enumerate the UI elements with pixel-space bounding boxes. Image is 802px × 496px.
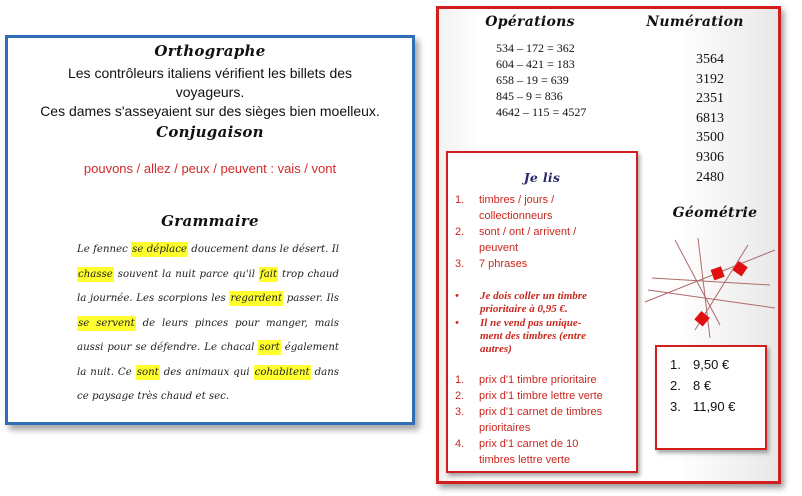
je-lis-title: Je lis	[523, 170, 561, 185]
item-number: 4.	[455, 438, 465, 450]
right-angle-marker	[732, 261, 747, 276]
je-lis-item	[455, 437, 635, 468]
figure-line	[675, 240, 720, 325]
je-lis-item	[455, 373, 635, 389]
answer-value: 11,90 €	[693, 399, 736, 414]
ortho-line-2: voyageurs.	[175, 84, 245, 100]
verb-highlight: se déplace	[132, 244, 187, 255]
passage-text: souvent la nuit parce qu'il	[117, 268, 256, 280]
operation-line: 604 – 421 = 183	[496, 57, 575, 71]
passage-text: passer. Ils	[286, 293, 340, 304]
passage-text: trop chaud la journée. Les scorpions les	[77, 268, 339, 304]
answer-value: 9,50 €	[693, 357, 730, 372]
verb-highlight: se servent	[78, 317, 135, 329]
item-text: prix d'1 timbre prioritaire	[479, 374, 597, 386]
item-text: sont / ont / arrivent /	[479, 226, 577, 238]
conjugaison-title: Conjugaison	[156, 123, 264, 141]
passage-text: doucement dans le désert. Il	[191, 244, 339, 255]
numeration-value: 2480	[696, 169, 724, 185]
passage-text: des animaux qui	[163, 366, 250, 378]
numeration-value: 3192	[696, 71, 724, 87]
item-number: 1.	[455, 374, 465, 386]
je-lis-item	[455, 389, 635, 405]
right-angle-marker	[711, 266, 725, 280]
geometrie-title: Géométrie	[672, 205, 758, 221]
je-lis-item	[455, 257, 635, 273]
numeration-value: 3500	[696, 130, 724, 146]
conjugaison-answers: pouvons / allez / peux / peuvent : vais / vont	[83, 161, 337, 176]
item-text: timbres lettre verte	[479, 453, 571, 466]
bullet-answer-line: autres)	[480, 343, 512, 355]
item-text: 7 phrases	[479, 258, 528, 270]
numeration-value: 9306	[696, 149, 724, 165]
item-number: 3.	[455, 258, 465, 270]
je-lis-item	[455, 193, 635, 224]
operation-line: 4642 – 115 = 4527	[496, 105, 587, 119]
operation-line: 658 – 19 = 639	[496, 73, 569, 87]
item-text: collectionneurs	[479, 209, 553, 222]
answer-number: 3.	[670, 399, 681, 414]
item-number: 1.	[455, 194, 465, 206]
verb-highlight: chasse	[78, 268, 113, 280]
bullet-answer-line: ment des timbres (entre	[480, 330, 587, 342]
item-text: peuvent	[479, 241, 519, 254]
verb-highlight: fait	[259, 268, 278, 280]
geometry-figure	[640, 230, 780, 340]
verb-highlight: regardent	[230, 293, 283, 304]
operations-list	[496, 40, 656, 120]
figure-line	[645, 250, 775, 302]
passage-text: également la nuit. Ce	[77, 342, 339, 378]
item-number: 3.	[455, 406, 465, 418]
numeration-value: 3564	[696, 52, 724, 67]
je-lis-item	[455, 405, 635, 436]
verb-highlight: sont	[136, 366, 159, 378]
numeration-list	[680, 50, 740, 187]
numeration-title: Numération	[646, 14, 744, 30]
ortho-line-3: Ces dames s'asseyaient sur des sièges bien moelleux.	[40, 103, 380, 119]
verb-highlight: cohabitent	[254, 366, 310, 378]
item-text: prioritaires	[479, 421, 531, 434]
answer-number: 1.	[670, 357, 681, 372]
grammar-passage	[77, 238, 339, 410]
bullet-answer-line: prioritaire à 0,95 €.	[480, 303, 568, 315]
item-number: 2.	[455, 390, 465, 402]
figure-line	[652, 278, 770, 285]
orthographe-title: Orthographe	[154, 42, 266, 60]
item-text: prix d'1 timbre lettre verte	[479, 390, 603, 402]
bullet-answer-line: Je dois coller un timbre	[480, 290, 587, 302]
passage-text: de leurs pinces pour manger, mais aussi pour se défendre. Le chacal	[77, 317, 339, 353]
item-number: 2.	[455, 226, 465, 238]
operation-line: 845 – 9 = 836	[496, 89, 563, 103]
bullet-answer-line: Il ne vend pas unique-	[480, 317, 582, 329]
passage-text: dans ce paysage très chaud et sec.	[77, 366, 339, 402]
ortho-line-1: Les contrôleurs italiens vérifient les billets des	[67, 65, 353, 81]
answer-value: 8 €	[693, 378, 712, 393]
passage-text: Le fennec	[77, 244, 128, 255]
grammaire-title: Grammaire	[161, 212, 259, 230]
verb-highlight: sort	[259, 342, 280, 353]
item-text: prix d'1 carnet de 10	[479, 438, 579, 450]
item-text: prix d'1 carnet de timbres	[479, 406, 603, 418]
bullet-icon: •	[455, 317, 459, 329]
je-lis-item	[455, 225, 635, 256]
numeration-value: 6813	[696, 110, 724, 126]
numeration-value: 2351	[696, 91, 724, 107]
item-text: timbres / jours /	[479, 194, 555, 206]
answer-number: 2.	[670, 378, 681, 393]
operation-line: 534 – 172 = 362	[496, 41, 575, 55]
operations-title: Opérations	[485, 14, 575, 30]
bullet-icon: •	[455, 290, 459, 302]
